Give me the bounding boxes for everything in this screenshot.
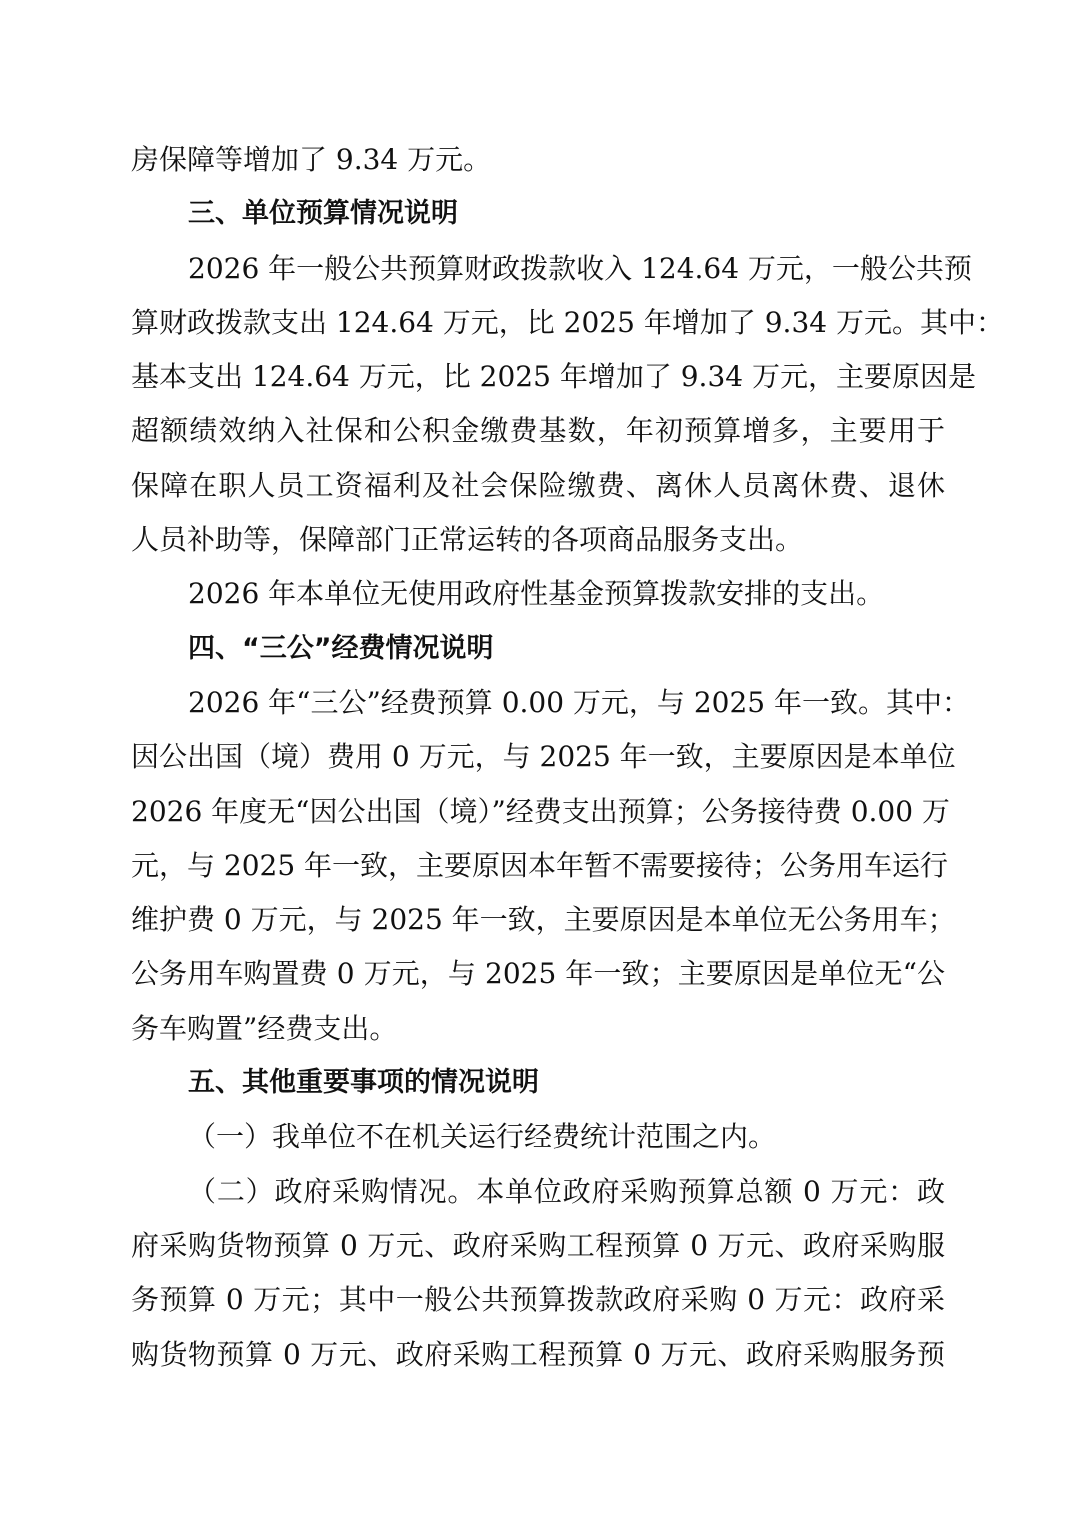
text-line: 人员补助等，保障部门正常运转的各项商品服务支出。 <box>131 523 804 557</box>
text-line: 超额绩效纳入社保和公积金缴费基数，年初预算增多，主要用于 <box>131 414 945 448</box>
paragraph <box>131 1165 945 1382</box>
text-line: （二）政府采购情况。本单位政府采购预算总额 0 万元：政 <box>188 1174 945 1208</box>
text-line: 2026 年本单位无使用政府性基金预算拨款安排的支出。 <box>188 577 885 611</box>
heading-text: 四、“三公”经费情况说明 <box>188 632 494 664</box>
text-line: 2026 年度无“因公出国（境）”经费支出预算；公务接待费 0.00 万 <box>131 794 950 828</box>
heading-text: 三、单位预算情况说明 <box>188 198 458 230</box>
text-line: 基本支出 124.64 万元，比 2025 年增加了 9.34 万元，主要原因是 <box>131 360 976 394</box>
paragraph <box>131 242 1004 568</box>
text-line: 因公出国（境）费用 0 万元，与 2025 年一致，主要原因是本单位 <box>131 740 956 774</box>
text-line: 2026 年“三公”经费预算 0.00 万元，与 2025 年一致。其中： <box>188 685 970 719</box>
text-line: 2026 年一般公共预算财政拨款收入 124.64 万元，一般公共预 <box>188 251 972 285</box>
document-body <box>131 133 1004 1382</box>
paragraph <box>131 133 945 187</box>
text-line: 房保障等增加了 9.34 万元。 <box>131 143 492 176</box>
text-line: 务预算 0 万元；其中一般公共预算拨款政府采购 0 万元：政府采 <box>131 1283 945 1317</box>
text-line: 算财政拨款支出 124.64 万元，比 2025 年增加了 9.34 万元。其中： <box>131 305 1004 339</box>
paragraph <box>131 1110 945 1164</box>
text-line: 公务用车购置费 0 万元，与 2025 年一致；主要原因是单位无“公 <box>131 957 945 991</box>
text-line: 务车购置”经费支出。 <box>131 1011 398 1045</box>
text-line: （一）我单位不在机关运行经费统计范围之内。 <box>188 1120 777 1154</box>
text-line: 购货物预算 0 万元、政府采购工程预算 0 万元、政府采购服务预 <box>131 1337 945 1371</box>
paragraph <box>131 567 945 621</box>
paragraph <box>131 676 970 1056</box>
section-heading <box>131 1056 945 1110</box>
text-line: 维护费 0 万元，与 2025 年一致，主要原因是本单位无公务用车； <box>131 903 956 937</box>
section-heading <box>131 622 945 676</box>
heading-text: 五、其他重要事项的情况说明 <box>188 1067 539 1099</box>
text-line: 保障在职人员工资福利及社会保险缴费、离休人员离休费、退休 <box>131 468 945 502</box>
section-heading <box>131 187 945 241</box>
text-line: 元，与 2025 年一致，主要原因本年暂不需要接待；公务用车运行 <box>131 848 949 882</box>
text-line: 府采购货物预算 0 万元、政府采购工程预算 0 万元、政府采购服 <box>131 1228 945 1262</box>
